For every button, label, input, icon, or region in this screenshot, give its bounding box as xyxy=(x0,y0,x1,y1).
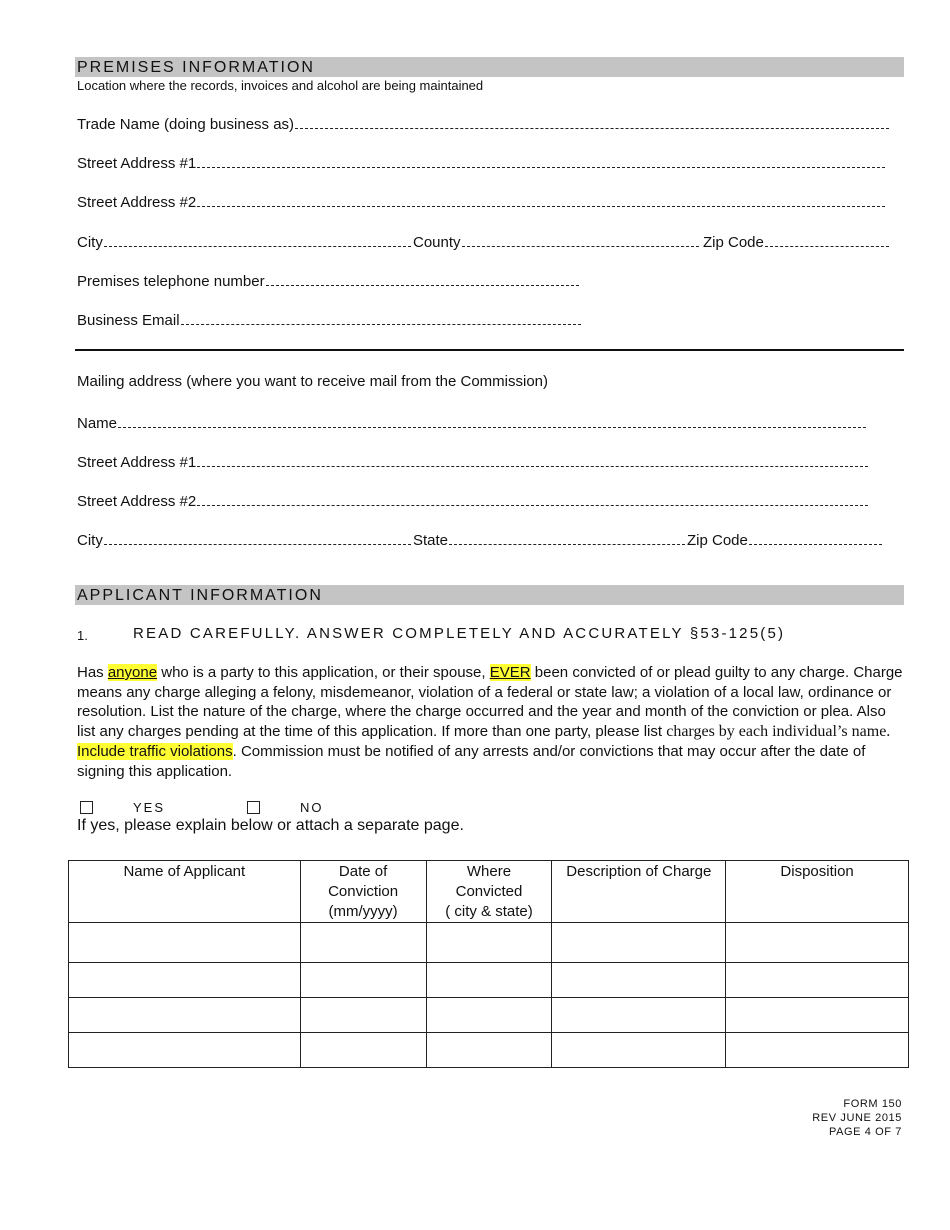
mailing-city-input[interactable] xyxy=(104,530,411,545)
explain-text: If yes, please explain below or attach a separate page. xyxy=(77,817,464,834)
mailing-name-field[interactable] xyxy=(77,413,866,433)
header-disposition: Disposition xyxy=(726,861,909,923)
table-cell[interactable] xyxy=(726,923,909,963)
table-header-row xyxy=(69,861,909,923)
mailing-state-input[interactable] xyxy=(449,530,685,545)
page-number: PAGE 4 OF 7 xyxy=(828,1126,902,1138)
table-cell[interactable] xyxy=(300,1033,426,1068)
premises-street2-field[interactable] xyxy=(77,192,885,212)
mailing-zip-label: Zip Code xyxy=(687,532,748,549)
form-number: FORM 150 xyxy=(843,1098,902,1110)
mailing-street1-input[interactable] xyxy=(197,452,868,467)
highlight-ever: EVER xyxy=(489,664,531,681)
mailing-street2-input[interactable] xyxy=(197,491,868,506)
premises-street2-label: Street Address #2 xyxy=(77,194,197,211)
table-cell[interactable] xyxy=(552,963,726,998)
question-text: Has anyone who is a party to this application, or their spouse, EVER been convicted of or plead guilty to any charge. Charge means any charge alleging a felony, misdemeanor, violation of a federal or state law; a violation of a local law, ordinance or resolution. List the nature of the charge, where the charge occurred and the year and month of the conviction or plea. Also list any charges pending at the time of this application. If more than one party, please list charges by each individual’s name. Include traffic violations. Commission must be notified of any arrests and/or convictions that may occur after the date of signing this application. xyxy=(77,664,903,780)
table-cell[interactable] xyxy=(426,963,552,998)
table-cell[interactable] xyxy=(300,963,426,998)
premises-phone-label: Premises telephone number xyxy=(77,273,265,290)
premises-street1-field[interactable] xyxy=(77,153,885,173)
table-cell[interactable] xyxy=(726,1033,909,1068)
premises-county-field[interactable] xyxy=(413,232,699,252)
trade-name-input[interactable] xyxy=(295,114,889,129)
business-email-input[interactable] xyxy=(181,310,581,325)
table-cell[interactable] xyxy=(300,923,426,963)
highlight-traffic: Include traffic violations xyxy=(77,742,233,760)
mailing-street2-field[interactable] xyxy=(77,491,868,511)
mailing-state-label: State xyxy=(413,532,449,549)
table-cell[interactable] xyxy=(300,998,426,1033)
table-cell[interactable] xyxy=(552,998,726,1033)
header-name: Name of Applicant xyxy=(69,861,301,923)
table-cell[interactable] xyxy=(552,1033,726,1068)
no-checkbox[interactable] xyxy=(247,801,260,814)
table-cell[interactable] xyxy=(69,1033,301,1068)
table-row xyxy=(69,998,909,1033)
mailing-name-label: Name xyxy=(77,415,118,432)
premises-subtitle: Location where the records, invoices and alcohol are being maintained xyxy=(77,78,484,93)
mailing-state-field[interactable] xyxy=(413,530,685,550)
mailing-city-label: City xyxy=(77,532,103,549)
premises-street1-label: Street Address #1 xyxy=(77,155,197,172)
table-cell[interactable] xyxy=(426,998,552,1033)
table-cell[interactable] xyxy=(69,923,301,963)
mailing-zip-field[interactable] xyxy=(687,530,882,550)
trade-name-label: Trade Name (doing business as) xyxy=(77,116,295,133)
applicant-heading: APPLICANT INFORMATION xyxy=(75,585,904,605)
mailing-street1-label: Street Address #1 xyxy=(77,454,197,471)
mailing-city-field[interactable] xyxy=(77,530,411,550)
premises-phone-input[interactable] xyxy=(266,271,579,286)
highlight-anyone: anyone xyxy=(107,664,158,681)
form-footer xyxy=(812,1097,902,1139)
table-row xyxy=(69,923,909,963)
business-email-field[interactable] xyxy=(77,310,581,330)
premises-street1-input[interactable] xyxy=(197,153,885,168)
table-cell[interactable] xyxy=(552,923,726,963)
table-cell[interactable] xyxy=(426,1033,552,1068)
premises-county-label: County xyxy=(413,234,461,251)
premises-heading: PREMISES INFORMATION xyxy=(75,57,904,77)
table-cell[interactable] xyxy=(69,963,301,998)
mailing-name-input[interactable] xyxy=(118,413,866,428)
table-row xyxy=(69,963,909,998)
revision-date: REV JUNE 2015 xyxy=(812,1112,902,1124)
premises-city-label: City xyxy=(77,234,103,251)
table-cell[interactable] xyxy=(726,963,909,998)
trade-name-field[interactable] xyxy=(77,114,889,134)
premises-city-input[interactable] xyxy=(104,232,411,247)
mailing-street1-field[interactable] xyxy=(77,452,868,472)
business-email-label: Business Email xyxy=(77,312,180,329)
table-cell[interactable] xyxy=(426,923,552,963)
premises-city-field[interactable] xyxy=(77,232,411,252)
no-label: NO xyxy=(300,800,324,815)
question-number: 1. xyxy=(77,628,88,643)
header-description: Description of Charge xyxy=(552,861,726,923)
section-divider xyxy=(75,349,904,351)
charges-table xyxy=(68,860,909,1068)
premises-phone-field[interactable] xyxy=(77,271,579,291)
premises-county-input[interactable] xyxy=(462,232,699,247)
header-date: Date of Conviction (mm/yyyy) xyxy=(300,861,426,923)
premises-street2-input[interactable] xyxy=(197,192,885,207)
question-title: READ CAREFULLY. ANSWER COMPLETELY AND ACCURATELY §53-125(5) xyxy=(133,625,786,642)
yes-checkbox[interactable] xyxy=(80,801,93,814)
premises-zip-label: Zip Code xyxy=(703,234,764,251)
premises-zip-field[interactable] xyxy=(703,232,889,252)
mailing-street2-label: Street Address #2 xyxy=(77,493,197,510)
table-row xyxy=(69,1033,909,1068)
table-cell[interactable] xyxy=(726,998,909,1033)
yes-label: YES xyxy=(133,800,166,815)
table-cell[interactable] xyxy=(69,998,301,1033)
mailing-zip-input[interactable] xyxy=(749,530,882,545)
mailing-intro: Mailing address (where you want to receive mail from the Commission) xyxy=(77,373,549,390)
premises-zip-input[interactable] xyxy=(765,232,889,247)
header-where: Where Convicted ( city & state) xyxy=(426,861,552,923)
